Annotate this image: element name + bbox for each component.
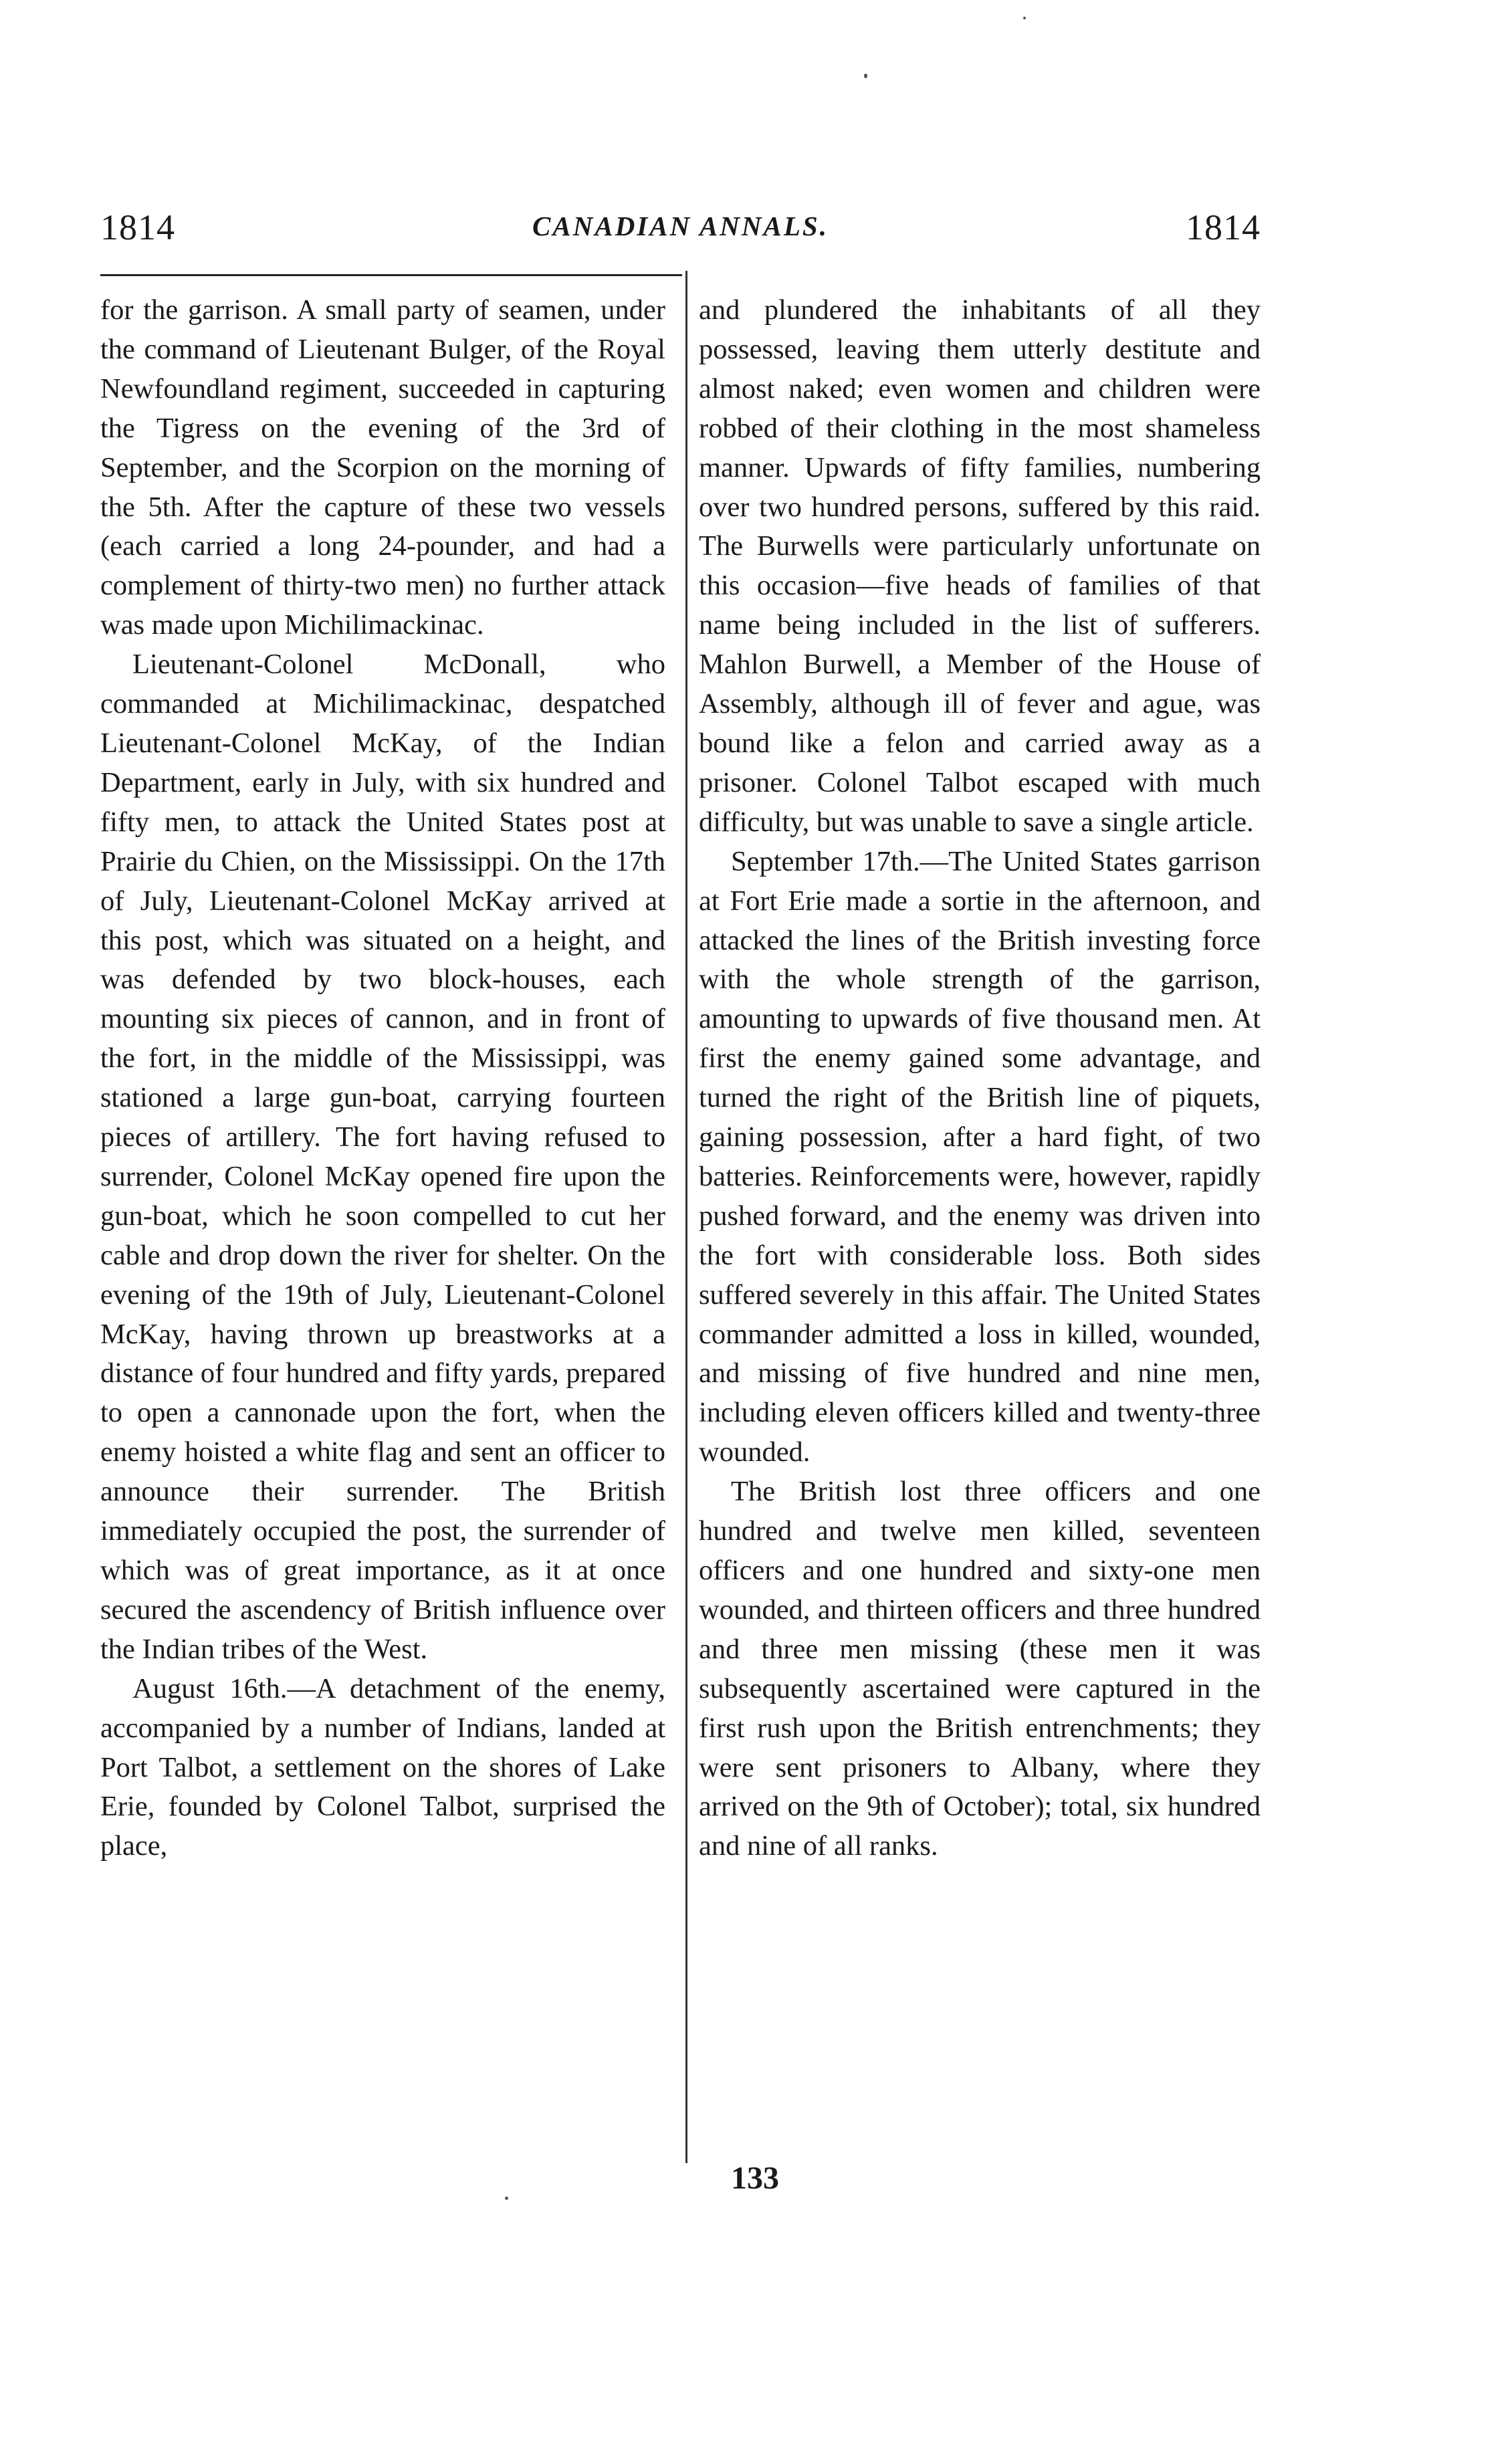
right-paragraph-2: September 17th.—The United States garrison at Fort Erie made a sortie in the afternoon, and attacked the lines of the British investing force with the whole strength of the garrison, amounting to upwards of five thousand men. At first the enemy gained some advantage, and turned the right of the British line of piquets, gaining possession, after a hard fight, of two batteries. Reinforcements were, however, rapidly pushed forward, and the enemy was driven into the fort with considerable loss. Both sides suffered severely in this affair. The United States commander admitted a loss in killed, wounded, and missing of five hundred and nine men, including eleven officers killed and twenty-three wounded. <box>699 845 1261 1468</box>
left-paragraph-1: for the garrison. A small party of seamen, under the command of Lieutenant Bulger, of the Royal Newfoundland regiment, succeeded in capturing the Tigress on the evening of the 3rd of September, and the Scorpion on the morning of the 5th. After the capture of these two vessels (each carried a long 24-pounder, and had a complement of thirty-two men) no further attack was made upon Michilimackinac. <box>100 294 665 641</box>
header-year-left: 1814 <box>100 207 175 247</box>
paper-speck <box>505 2197 508 2200</box>
left-column <box>100 291 665 2150</box>
right-paragraph-3: The British lost three officers and one hundred and twelve men killed, seventeen officers and one hundred and sixty-one men wounded, and thirteen officers and three hundred and three men missing (these men it was subsequently ascertained were captured in the first rush upon the British entrenchments; they were sent prisoners to Albany, where they arrived on the 9th of October); total, six hundred and nine of all ranks. <box>699 1476 1261 1862</box>
paper-speck <box>1023 17 1026 19</box>
header-year-right: 1814 <box>1186 207 1261 247</box>
running-head <box>100 201 1261 254</box>
left-paragraph-2: Lieutenant-Colonel McDonall, who commanded at Michilimackinac, despatched Lieutenant-Colonel McKay, of the Indian Department, early in July, with six hundred and fifty men, to attack the United States post at Prairie du Chien, on the Mississippi. On the 17th of July, Lieutenant-Colonel McKay arrived at this post, which was situated on a height, and was defended by two block-houses, each mounting six pieces of cannon, and in front of the fort, in the middle of the Mississippi, was stationed a large gun-boat, carrying fourteen pieces of artillery. The fort having refused to surrender, Colonel McKay opened fire upon the gun-boat, which he soon compelled to cut her cable and drop down the river for shelter. On the evening of the 19th of July, Lieutenant-Colonel McKay, having thrown up breastworks at a distance of four hundred and fifty yards, prepared to open a cannonade upon the fort, when the enemy hoisted a white flag and sent an officer to announce their surrender. The British immediately occupied the post, the surrender of which was of great importance, as it at once secured the ascendency of British influence over the Indian tribes of the West. <box>100 649 665 1665</box>
right-column <box>699 291 1261 2150</box>
header-rule <box>100 274 682 276</box>
running-title: CANADIAN ANNALS. <box>532 211 829 241</box>
paper-speck <box>864 74 867 78</box>
left-paragraph-3: August 16th.—A detachment of the enemy, accompanied by a number of Indians, landed at Port Talbot, a settlement on the shores of Lake Erie, founded by Colonel Talbot, surprised the place, <box>100 1672 665 1862</box>
right-paragraph-1: and plundered the inhabitants of all they possessed, leaving them utterly destitute and almost naked; even women and children were robbed of their clothing in the most shameless manner. Upwards of fifty families, numbering over two hundred persons, suffered by this raid. The Burwells were particularly unfortunate on this occasion—five heads of families of that name being included in the list of sufferers. Mahlon Burwell, a Member of the House of Assembly, although ill of fever and ague, was bound like a felon and carried away as a prisoner. Colonel Talbot escaped with much difficulty, but was unable to save a single article. <box>699 294 1261 838</box>
page-number: 133 <box>731 2160 779 2196</box>
column-divider <box>685 271 687 2163</box>
